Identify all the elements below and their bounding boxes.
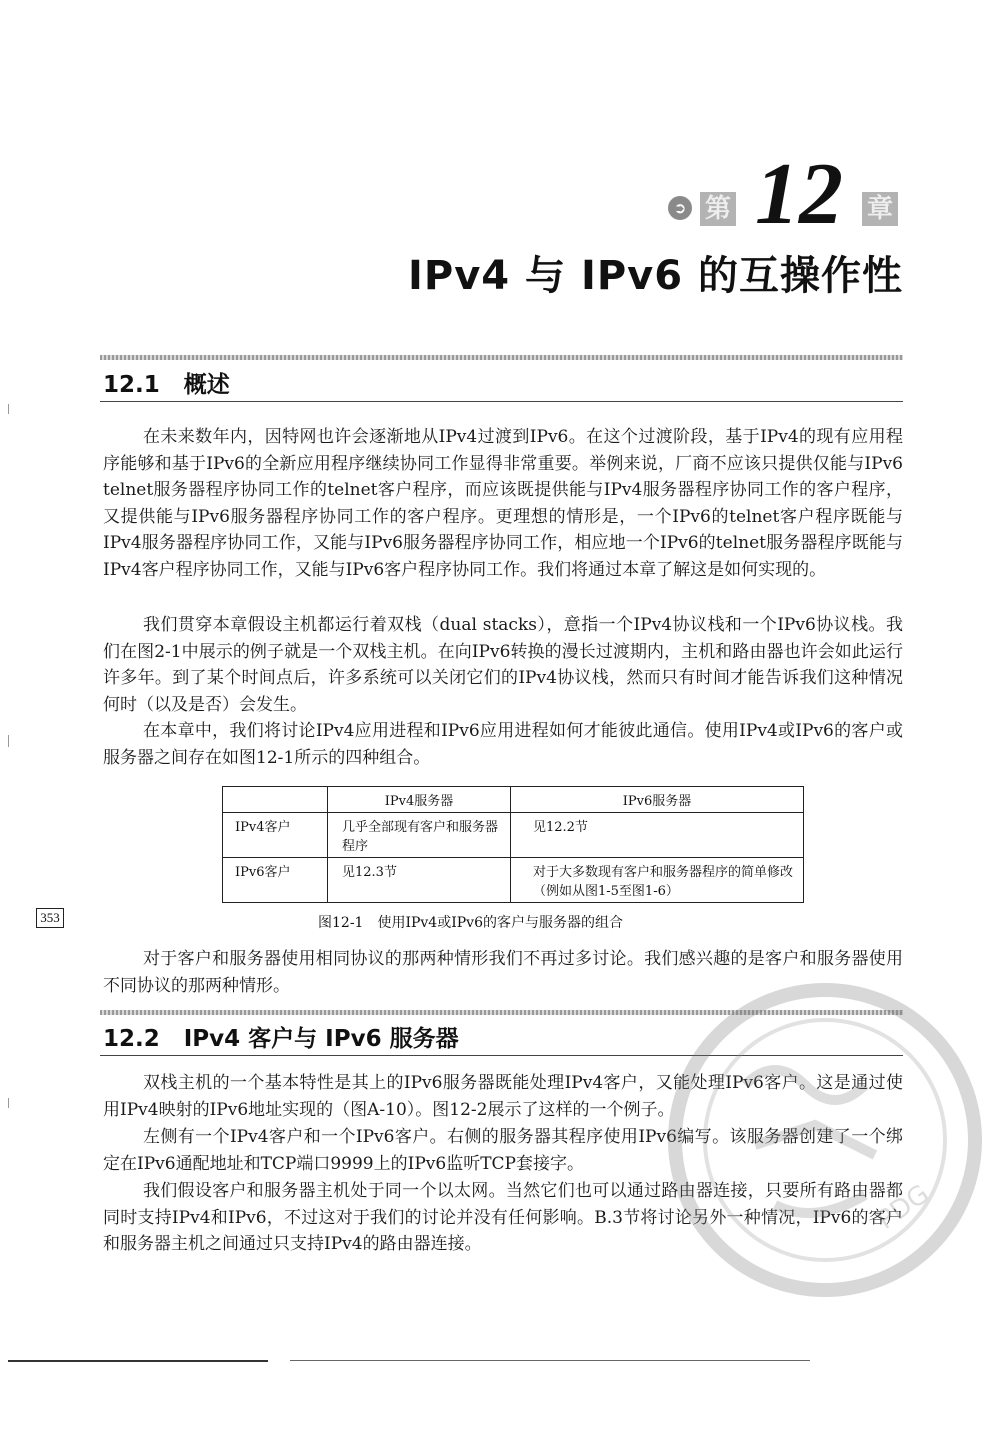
section-heading-12-2 <box>103 1020 459 1053</box>
page-number: 353 <box>36 908 64 928</box>
margin-mark <box>8 735 9 747</box>
chapter-bullet-icon: ➲ <box>668 196 692 220</box>
table-cell: 见12.3节 <box>328 858 511 903</box>
section-rule-bottom <box>100 401 903 402</box>
table-header-cell: IPv6服务器 <box>511 787 804 813</box>
paragraph: 对于客户和服务器使用相同协议的那两种情形我们不再过多讨论。我们感兴趣的是客户和服务器使用不同协议的那两种情形。 <box>103 949 903 996</box>
section-title: IPv4 客户与 IPv6 服务器 <box>183 1026 459 1052</box>
section-heading-12-1 <box>103 366 230 399</box>
bottom-rule <box>290 1360 810 1361</box>
paragraph: 我们贯穿本章假设主机都运行着双栈（dual stacks），意指一个IPv4协议栈和一个IPv6协议栈。我们在图2-1中展示的例子就是一个双栈主机。在向IPv6转换的漫长过渡期内，主机和路由器也许会如此运行许多年。到了某个时间点后，许多系统可以关闭它们的IPv4协议栈，然而只有时间才能告诉我们这种情况何时（以及是否）会发生。 <box>103 615 903 715</box>
paragraph: 双栈主机的一个基本特性是其上的IPv6服务器既能处理IPv4客户，又能处理IPv6客户。这是通过使用IPv4映射的IPv6地址实现的（图A-10）。图12-2展示了这样的一个例子。 <box>103 1073 903 1120</box>
table-row-header: IPv6客户 <box>223 858 328 903</box>
paragraph: 我们假设客户和服务器主机处于同一个以太网。当然它们也可以通过路由器连接，只要所有路由器都同时支持IPv4和IPv6，不过这对于我们的讨论并没有任何影响。B.3节将讨论另外一种情况，IPv6的客户和服务器主机之间通过只支持IPv4的路由器连接。 <box>103 1181 903 1254</box>
section-number: 12.2 <box>103 1026 160 1052</box>
chapter-title: IPv4 与 IPv6 的互操作性 <box>408 253 903 299</box>
chapter-label-di: 第 <box>700 192 736 226</box>
table-cell: 几乎全部现有客户和服务器程序 <box>328 813 511 858</box>
margin-mark <box>8 404 9 414</box>
table-row-header: IPv4客户 <box>223 813 328 858</box>
section-number: 12.1 <box>103 372 160 398</box>
margin-mark <box>8 1098 9 1108</box>
watermark-text: PDG <box>871 1179 935 1236</box>
table-cell: 见12.2节 <box>511 813 804 858</box>
figure-caption: 图12-1 使用IPv4或IPv6的客户与服务器的组合 <box>318 915 623 931</box>
section-rule-top <box>100 355 903 360</box>
combination-table <box>222 786 804 903</box>
chapter-label-zhang: 章 <box>862 192 898 226</box>
watermark-seal-icon <box>655 975 983 1305</box>
table-row <box>223 813 804 858</box>
table-header-cell <box>223 787 328 813</box>
paragraph: 左侧有一个IPv4客户和一个IPv6客户。右侧的服务器其程序使用IPv6编写。该服务器创建了一个绑定在IPv6通配地址和TCP端口9999上的IPv6监听TCP套接字。 <box>103 1127 903 1174</box>
table-header-cell: IPv4服务器 <box>328 787 511 813</box>
table-header-row <box>223 787 804 813</box>
bottom-rule <box>8 1360 268 1362</box>
paragraph: 在未来数年内，因特网也许会逐渐地从IPv4过渡到IPv6。在这个过渡阶段，基于IPv4的现有应用程序能够和基于IPv6的全新应用程序继续协同工作显得非常重要。举例来说，厂商不应该只提供仅能与IPv6 telnet服务器程序协同工作的telnet客户程序，而应该既提供能与IPv4服务器程序协同工作的客户程序，又提供能与IPv6服务器程序协同工作的客户程序。更理想的情形是，一个IPv6的telnet客户程序既能与IPv4服务器程序协同工作，又能与IPv6服务器程序协同工作，相应地一个IPv6的telnet服务器程序既能与IPv4客户程序协同工作，又能与IPv6客户程序协同工作。我们将通过本章了解这是如何实现的。 <box>103 427 903 580</box>
table-cell: 对于大多数现有客户和服务器程序的简单修改（例如从图1-5至图1-6） <box>511 858 804 903</box>
table-row <box>223 858 804 903</box>
section-title: 概述 <box>183 372 230 398</box>
paragraph: 在本章中，我们将讨论IPv4应用进程和IPv6应用进程如何才能彼此通信。使用IPv4或IPv6的客户或服务器之间存在如图12-1所示的四种组合。 <box>103 721 903 768</box>
chapter-number: 12 <box>755 146 843 243</box>
